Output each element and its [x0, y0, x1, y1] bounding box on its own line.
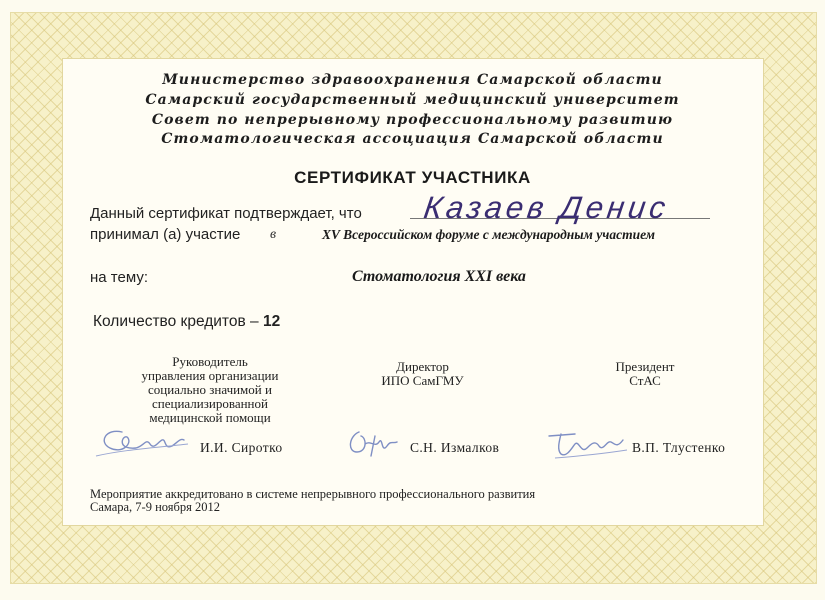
signatory-3-position-line: СтАС	[629, 373, 661, 388]
signatory-3-position	[590, 360, 700, 388]
signatory-1-position	[110, 355, 310, 425]
certificate-title: СЕРТИФИКАТ УЧАСТНИКА	[294, 168, 531, 187]
recipient-name: Казаев Денис	[421, 190, 672, 225]
credits-label: Количество кредитов –	[93, 313, 259, 330]
signatory-1-position-line: медицинской помощи	[149, 410, 271, 425]
header-line-association: Стоматологическая ассоциация Самарской области	[161, 131, 664, 147]
header-line-ministry: Министерство здравоохранения Самарской области	[162, 72, 663, 88]
signatory-2-position-line: ИПО СамГМУ	[381, 373, 464, 388]
confirm-label: Данный сертификат подтверждает, что	[90, 205, 362, 222]
signature-1-mark	[92, 420, 192, 464]
signatory-2-name: С.Н. Измалков	[410, 440, 500, 455]
accreditation-note: Мероприятие аккредитовано в системе непрерывного профессионального развития	[90, 487, 536, 501]
signature-2-mark	[345, 426, 405, 464]
signatory-3-name: В.П. Тлустенко	[632, 440, 726, 455]
signatory-1-position-line: Руководитель	[172, 354, 248, 369]
signatory-1-name: И.И. Сиротко	[200, 440, 283, 455]
signatory-1-position-line: специализированной	[152, 396, 268, 411]
signatory-1-position-line: управления организации	[141, 368, 279, 383]
signatory-2-position	[350, 360, 495, 388]
credits-value: 12	[262, 313, 281, 330]
header-line-council: Совет по непрерывному профессиональному развитию	[151, 112, 674, 128]
credits-row	[93, 313, 280, 331]
participation-preposition: в	[270, 227, 277, 242]
signatory-2-position-line: Директор	[396, 359, 449, 374]
event-name: XV Всероссийском форуме с международным участием	[322, 227, 656, 242]
signatory-1-position-line: социально значимой и	[148, 382, 272, 397]
topic-value: Стоматология XXI века	[352, 268, 526, 285]
participation-label: принимал (а) участие	[90, 226, 241, 243]
header-line-university: Самарский государственный медицинский университет	[145, 92, 680, 108]
place-date: Самара, 7-9 ноября 2012	[90, 500, 221, 514]
topic-label: на тему:	[90, 269, 148, 286]
signature-3-mark	[545, 426, 630, 464]
signatory-3-position-line: Президент	[615, 359, 675, 374]
